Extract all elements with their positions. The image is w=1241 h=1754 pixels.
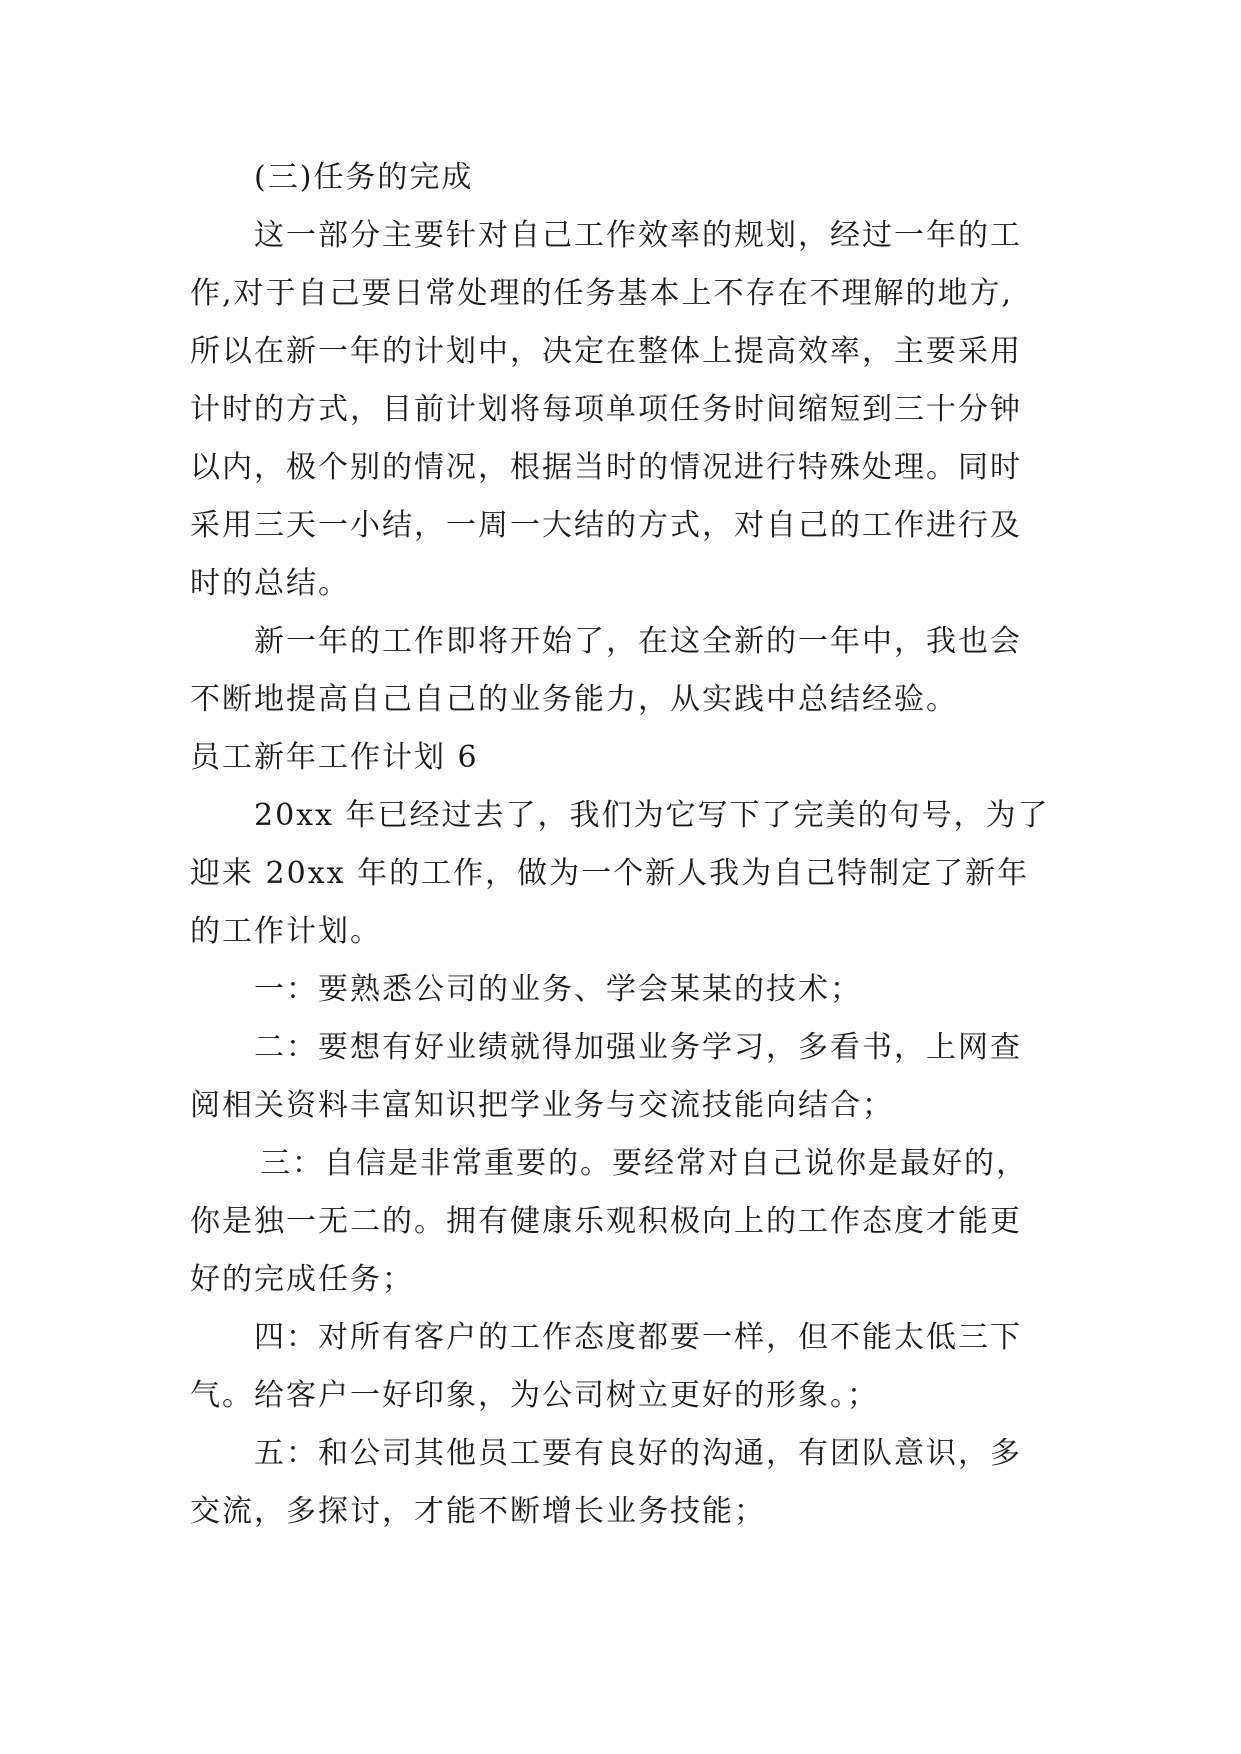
list-item: 五：和公司其他员工要有良好的沟通，有团队意识，多 [254, 1436, 1022, 1471]
text-line: 以内，极个别的情况，根据当时的情况进行特殊处理。同时 [190, 450, 1022, 485]
list-item: 一：要熟悉公司的业务、学会某某的技术； [254, 972, 862, 1007]
text-line: 所以在新一年的计划中，决定在整体上提高效率，主要采用 [190, 334, 1022, 369]
list-item: 四：对所有客户的工作态度都要一样，但不能太低三下 [254, 1320, 1022, 1355]
section-title: 员工新年工作计划 6 [190, 740, 479, 775]
text-line: 作,对于自己要日常处理的任务基本上不存在不理解的地方, [190, 276, 1014, 311]
list-item: 三：自信是非常重要的。要经常对自己说你是最好的， [260, 1146, 1028, 1181]
text-line: 计时的方式，目前计划将每项单项任务时间缩短到三十分钟 [190, 392, 1022, 427]
text-line: 这一部分主要针对自己工作效率的规划，经过一年的工 [254, 218, 1022, 253]
text-line: 气。给客户一好印象，为公司树立更好的形象。； [190, 1378, 879, 1413]
text-line: 好的完成任务； [190, 1262, 414, 1297]
text-line: 新一年的工作即将开始了，在这全新的一年中，我也会 [254, 624, 1022, 659]
text-line: 迎来 20xx 年的工作，做为一个新人我为自己特制定了新年 [190, 856, 1030, 891]
text-line: 采用三天一小结，一周一大结的方式，对自己的工作进行及 [190, 508, 1022, 543]
section-heading: (三)任务的完成 [254, 160, 474, 195]
list-item: 二：要想有好业绩就得加强业务学习，多看书，上网查 [254, 1030, 1022, 1065]
text-line: 你是独一无二的。拥有健康乐观积极向上的工作态度才能更 [190, 1204, 1022, 1239]
text-line: 的工作计划。 [190, 914, 382, 949]
text-line: 阅相关资料丰富知识把学业务与交流技能向结合； [190, 1088, 894, 1123]
text-line: 时的总结。 [190, 566, 350, 601]
text-line: 不断地提高自己自己的业务能力，从实践中总结经验。 [190, 682, 958, 717]
text-line: 交流，多探讨，才能不断增长业务技能； [190, 1494, 766, 1529]
text-line: 20xx 年已经过去了，我们为它写下了完美的句号，为了 [254, 798, 1050, 833]
